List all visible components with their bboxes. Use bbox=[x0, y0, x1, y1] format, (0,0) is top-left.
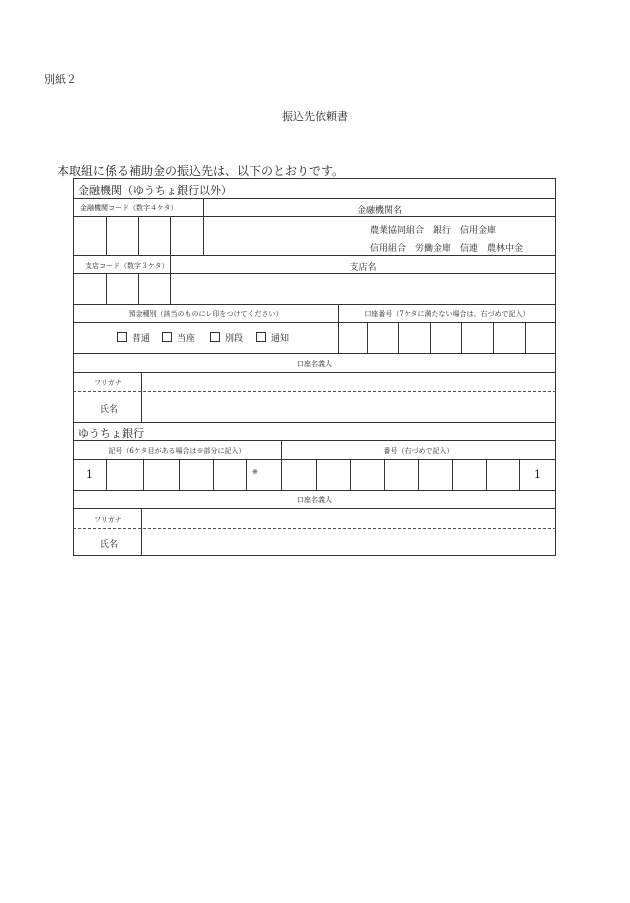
account-number-digit-5[interactable] bbox=[462, 323, 493, 353]
deposit-option-special[interactable]: 別段 bbox=[210, 331, 243, 344]
branch-code-digit-1[interactable] bbox=[74, 274, 106, 304]
checkbox-icon[interactable] bbox=[210, 332, 220, 342]
yucho-symbol-digit-6[interactable] bbox=[247, 460, 281, 490]
bank-code-digit-2[interactable] bbox=[107, 217, 138, 255]
deposit-option-notice[interactable]: 通知 bbox=[256, 331, 289, 344]
account-number-digit-4[interactable] bbox=[431, 323, 461, 353]
account-number-digit-3[interactable] bbox=[399, 323, 430, 353]
financial-section-title: 金融機関（ゆうちょ銀行以外） bbox=[78, 184, 232, 197]
account-holder-label: 口座名義人 bbox=[297, 360, 332, 368]
yucho-number-digit-5[interactable] bbox=[419, 460, 452, 490]
furigana-field[interactable] bbox=[142, 373, 556, 391]
institution-types-line1: 農業協同組合 銀行 信用金庫 bbox=[370, 226, 497, 236]
branch-name-field[interactable] bbox=[171, 274, 556, 304]
yucho-number-label: 番号（右づめで記入） bbox=[383, 447, 454, 455]
account-number-digit-1[interactable] bbox=[339, 323, 367, 353]
yucho-number-digit-4[interactable] bbox=[385, 460, 418, 490]
intro-text: 本取組に係る補助金の振込先は、以下のとおりです。 bbox=[57, 164, 345, 178]
page-title: 振込先依頼書 bbox=[282, 110, 348, 123]
holder-name-field[interactable] bbox=[142, 392, 556, 422]
deposit-option-checking[interactable]: 当座 bbox=[162, 331, 195, 344]
yucho-account-holder-label: 口座名義人 bbox=[297, 496, 332, 504]
branch-code-label: 支店コード（数字３ケタ） bbox=[85, 262, 169, 270]
bank-code-digit-3[interactable] bbox=[139, 217, 170, 255]
account-number-digit-7[interactable] bbox=[526, 323, 556, 353]
bank-code-digit-1[interactable] bbox=[74, 217, 106, 255]
bank-name-label: 金融機関名 bbox=[356, 206, 402, 216]
yucho-symbol-digit-3[interactable] bbox=[144, 460, 179, 490]
account-number-digit-2[interactable] bbox=[368, 323, 398, 353]
account-number-digit-6[interactable] bbox=[494, 323, 525, 353]
yucho-symbol-label: 記号（6ケタ目がある場合は※部分に記入） bbox=[108, 447, 246, 455]
account-number-label: 口座番号（7ケタに満たない場合は、右づめで記入） bbox=[364, 310, 530, 318]
bank-code-label: 金融機関コード（数字４ケタ） bbox=[80, 204, 178, 212]
yucho-number-last-digit: 1 bbox=[534, 468, 541, 481]
branch-name-label: 支店名 bbox=[349, 263, 377, 273]
yucho-symbol-digit-5[interactable] bbox=[214, 460, 246, 490]
yucho-section-title: ゆうちょ銀行 bbox=[78, 427, 144, 440]
deposit-option-ordinary[interactable]: 普通 bbox=[117, 331, 150, 344]
bank-code-digit-4[interactable] bbox=[171, 217, 203, 255]
deposit-type-label: 預金種別（該当のものにレ印をつけてください） bbox=[128, 310, 283, 318]
furigana-label: フリガナ bbox=[94, 379, 122, 387]
yucho-name-label: 氏名 bbox=[100, 540, 119, 550]
yucho-number-digit-3[interactable] bbox=[351, 460, 384, 490]
yucho-furigana-field[interactable] bbox=[142, 509, 556, 528]
branch-code-digit-2[interactable] bbox=[107, 274, 138, 304]
name-label: 氏名 bbox=[100, 405, 119, 415]
yucho-holder-name-field[interactable] bbox=[142, 529, 556, 556]
checkbox-icon[interactable] bbox=[117, 332, 127, 342]
yucho-symbol-digit-2[interactable] bbox=[107, 460, 143, 490]
yucho-number-digit-6[interactable] bbox=[453, 460, 486, 490]
yucho-symbol-mark: ※ bbox=[252, 468, 258, 476]
institution-types-line2: 信用組合 労働金庫 信連 農林中金 bbox=[370, 244, 524, 254]
branch-code-digit-3[interactable] bbox=[139, 274, 170, 304]
yucho-symbol-first-digit: 1 bbox=[86, 468, 93, 481]
yucho-number-digit-7[interactable] bbox=[487, 460, 519, 490]
bank-name-field[interactable] bbox=[204, 217, 364, 255]
yucho-number-digit-1[interactable] bbox=[282, 460, 316, 490]
yucho-furigana-label: フリガナ bbox=[94, 516, 122, 524]
checkbox-icon[interactable] bbox=[256, 332, 266, 342]
yucho-number-digit-2[interactable] bbox=[317, 460, 350, 490]
checkbox-icon[interactable] bbox=[162, 332, 172, 342]
yucho-symbol-digit-4[interactable] bbox=[180, 460, 213, 490]
attachment-label: 別紙２ bbox=[44, 73, 77, 86]
